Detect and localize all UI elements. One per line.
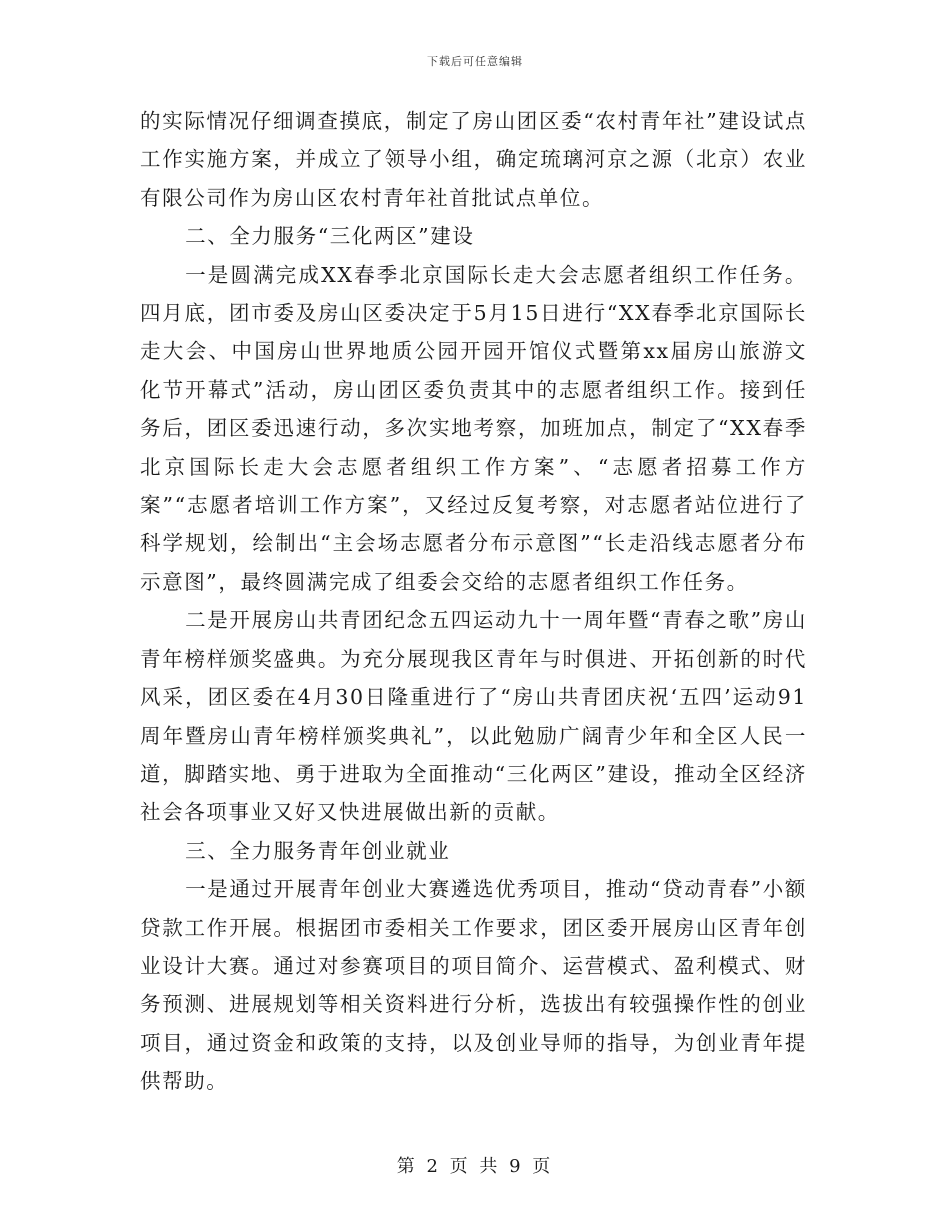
paragraph-continuation: 的实际情况仔细调查摸底，制定了房山团区委“农村青年社”建设试点工作实施方案，并成立了领导小组，确定琉璃河京之源（北京）农业有限公司作为房山区农村青年社首批试点单位。 bbox=[140, 109, 807, 210]
section-heading-3: 三、全力服务青年创业就业 bbox=[185, 838, 451, 863]
paragraph-volunteer-task: 一是圆满完成XX春季北京国际长走大会志愿者组织工作任务。四月底，团市委及房山区委决定于5月15日进行“XX春季北京国际长走大会、中国房山世界地质公园开园开馆仪式暨第xx届房山旅游文化节开幕式”活动，房山团区委负责其中的志愿者组织工作。接到任务后，团区委迅速行动，多次实地考察，加班加点，制定了“XX春季北京国际长走大会志愿者组织工作方案”、“志愿者招募工作方案”“志愿者培训工作方案”，又经过反复考察，对志愿者站位进行了科学规划，绘制出“主会场志愿者分布示意图”“长走沿线志愿者分布示意图”，最终圆满完成了组委会交给的志愿者组织工作任务。 bbox=[140, 262, 807, 594]
section-heading-2: 二、全力服务“三化两区”建设 bbox=[185, 224, 475, 249]
paragraph-entrepreneurship: 一是通过开展青年创业大赛遴选优秀项目，推动“贷动青春”小额贷款工作开展。根据团市委相关工作要求，团区委开展房山区青年创业设计大赛。通过对参赛项目的项目简介、运营模式、盈利模式、财务预测、进展规划等相关资料进行分析，选拔出有较强操作性的创业项目，通过资金和政策的支持，以及创业导师的指导，为创业青年提供帮助。 bbox=[140, 877, 807, 1094]
page-header-note: 下载后可任意编辑 bbox=[427, 55, 523, 68]
paragraph-youth-award: 二是开展房山共青团纪念五四运动九十一周年暨“青春之歌”房山青年榜样颁奖盛典。为充分展现我区青年与时俱进、开拓创新的时代风采，团区委在4月30日隆重进行了“房山共青团庆祝‘五四’运动91周年暨房山青年榜样颁奖典礼”，以此勉励广阔青少年和全区人民一道，脚踏实地、勇于进取为全面推动“三化两区”建设，推动全区经济社会各项事业又好又快进展做出新的贡献。 bbox=[140, 608, 807, 825]
document-body bbox=[140, 102, 807, 1101]
page-number: 第 2 页 共 9 页 bbox=[396, 1156, 554, 1177]
